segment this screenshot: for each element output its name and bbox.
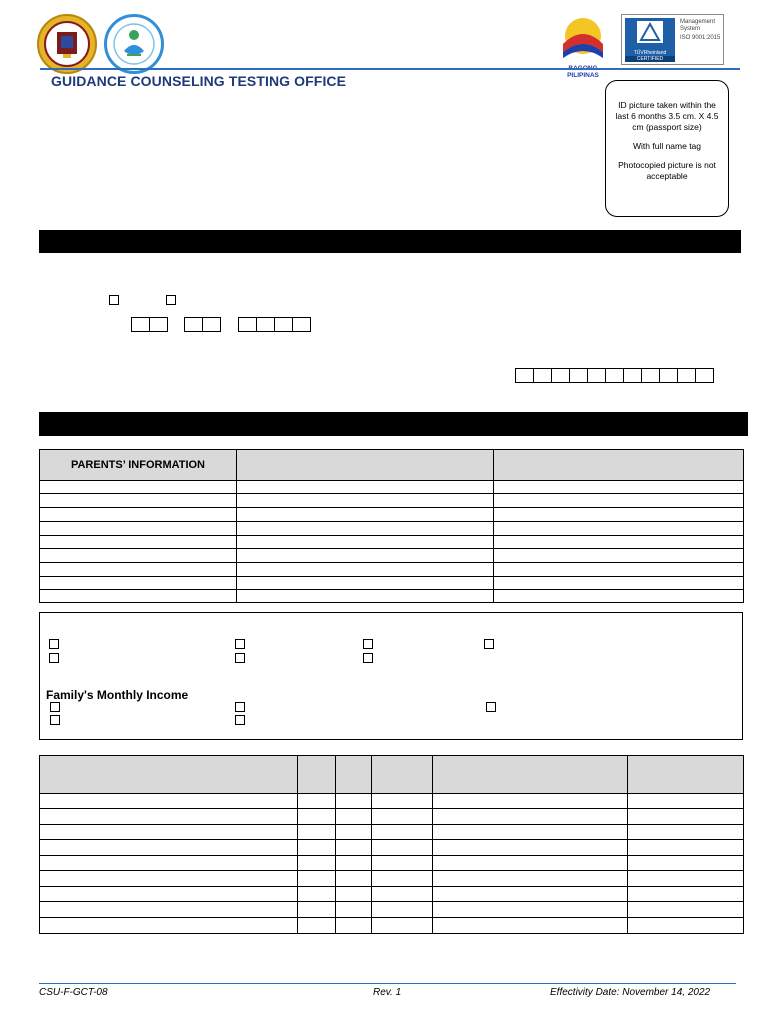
mother-column-header [494, 450, 744, 481]
family-status-box [39, 612, 743, 740]
form-code: CSU-F-GCT-08 [39, 987, 108, 998]
tuv-certified-text: CERTIFIED [625, 56, 675, 62]
status-checkbox[interactable] [484, 639, 494, 649]
status-checkbox[interactable] [363, 639, 373, 649]
id-photo-instruction-size: ID picture taken within the last 6 months 3.5 cm. X 4.5 cm (passport size) [615, 100, 719, 132]
tuv-triangle-icon [625, 18, 675, 48]
table-row [40, 887, 744, 902]
birthdate-year-cells[interactable] [238, 317, 310, 332]
parents-info-header: PARENTS’ INFORMATION [40, 450, 237, 481]
father-column-header [237, 450, 494, 481]
income-checkbox[interactable] [486, 702, 496, 712]
birthdate-day-cells[interactable] [184, 317, 220, 332]
status-checkbox[interactable] [235, 639, 245, 649]
income-checkbox[interactable] [235, 702, 245, 712]
sibling-name-header [40, 756, 298, 794]
guidance-office-logo [104, 14, 164, 74]
contact-digit-cell[interactable] [587, 368, 606, 383]
tuv-certification-mark [621, 14, 724, 65]
siblings-table [39, 755, 744, 934]
table-row [40, 871, 744, 887]
table-row [40, 481, 744, 494]
revision-number: Rev. 1 [373, 987, 402, 998]
parents-info-table [39, 449, 744, 603]
contact-digit-cell[interactable] [659, 368, 678, 383]
table-row [40, 918, 744, 934]
sex-checkbox-female[interactable] [166, 295, 176, 305]
birthdate-cell[interactable] [238, 317, 257, 332]
table-row [40, 563, 744, 577]
contact-digit-cell[interactable] [623, 368, 642, 383]
section-header-bar-family [39, 412, 748, 436]
bagong-pilipinas-text: PILIPINAS [567, 72, 599, 79]
table-row [40, 494, 744, 508]
status-checkbox[interactable] [49, 639, 59, 649]
table-row [40, 549, 744, 563]
table-row [40, 536, 744, 549]
birthdate-cell[interactable] [274, 317, 293, 332]
family-income-label: Family's Monthly Income [46, 688, 189, 702]
id-photo-box[interactable] [605, 80, 729, 217]
table-row [40, 590, 744, 603]
table-row [40, 794, 744, 809]
contact-digit-cell[interactable] [605, 368, 624, 383]
contact-digit-cell[interactable] [641, 368, 660, 383]
section-header-bar-personal [39, 230, 741, 253]
id-photo-instruction-nametag: With full name tag [632, 141, 702, 151]
sibling-occupation-header [628, 756, 744, 794]
header-rule [40, 68, 740, 70]
table-row [40, 902, 744, 918]
table-row [40, 840, 744, 856]
contact-number-cells[interactable] [515, 368, 713, 383]
iso-text: ISO 9001:2015 [680, 35, 721, 41]
table-row [40, 809, 744, 825]
management-system-text: Management System [680, 19, 716, 32]
status-checkbox[interactable] [235, 653, 245, 663]
contact-digit-cell[interactable] [695, 368, 714, 383]
birthdate-cell[interactable] [131, 317, 150, 332]
birthdate-cell[interactable] [256, 317, 275, 332]
contact-digit-cell[interactable] [533, 368, 552, 383]
sibling-school-header [433, 756, 628, 794]
table-row [40, 856, 744, 871]
birthdate-month-cells[interactable] [131, 317, 167, 332]
footer-rule [39, 983, 736, 984]
contact-digit-cell[interactable] [551, 368, 570, 383]
effectivity-date: Effectivity Date: November 14, 2022 [550, 987, 711, 998]
sibling-sex-header [336, 756, 372, 794]
office-title: GUIDANCE COUNSELING TESTING OFFICE [51, 73, 347, 89]
table-row [40, 508, 744, 522]
sibling-age-header [298, 756, 336, 794]
id-photo-instruction-photocopy: Photocopied picture is not acceptable [618, 160, 716, 181]
table-row [40, 522, 744, 536]
contact-digit-cell[interactable] [515, 368, 534, 383]
income-checkbox[interactable] [50, 702, 60, 712]
status-checkbox[interactable] [363, 653, 373, 663]
table-row [40, 577, 744, 590]
bagong-pilipinas-logo [555, 14, 611, 79]
income-checkbox[interactable] [235, 715, 245, 725]
income-checkbox[interactable] [50, 715, 60, 725]
university-seal-logo [37, 14, 97, 74]
birthdate-cell[interactable] [184, 317, 203, 332]
table-row [40, 825, 744, 840]
status-checkbox[interactable] [49, 653, 59, 663]
birthdate-cell[interactable] [149, 317, 168, 332]
sibling-status-header [372, 756, 433, 794]
birthdate-cell[interactable] [292, 317, 311, 332]
tuv-badge [625, 18, 675, 61]
tuv-brand-text: TÜVRheinland [633, 50, 667, 56]
contact-digit-cell[interactable] [677, 368, 696, 383]
birthdate-cell[interactable] [202, 317, 221, 332]
sex-checkbox-male[interactable] [109, 295, 119, 305]
contact-digit-cell[interactable] [569, 368, 588, 383]
